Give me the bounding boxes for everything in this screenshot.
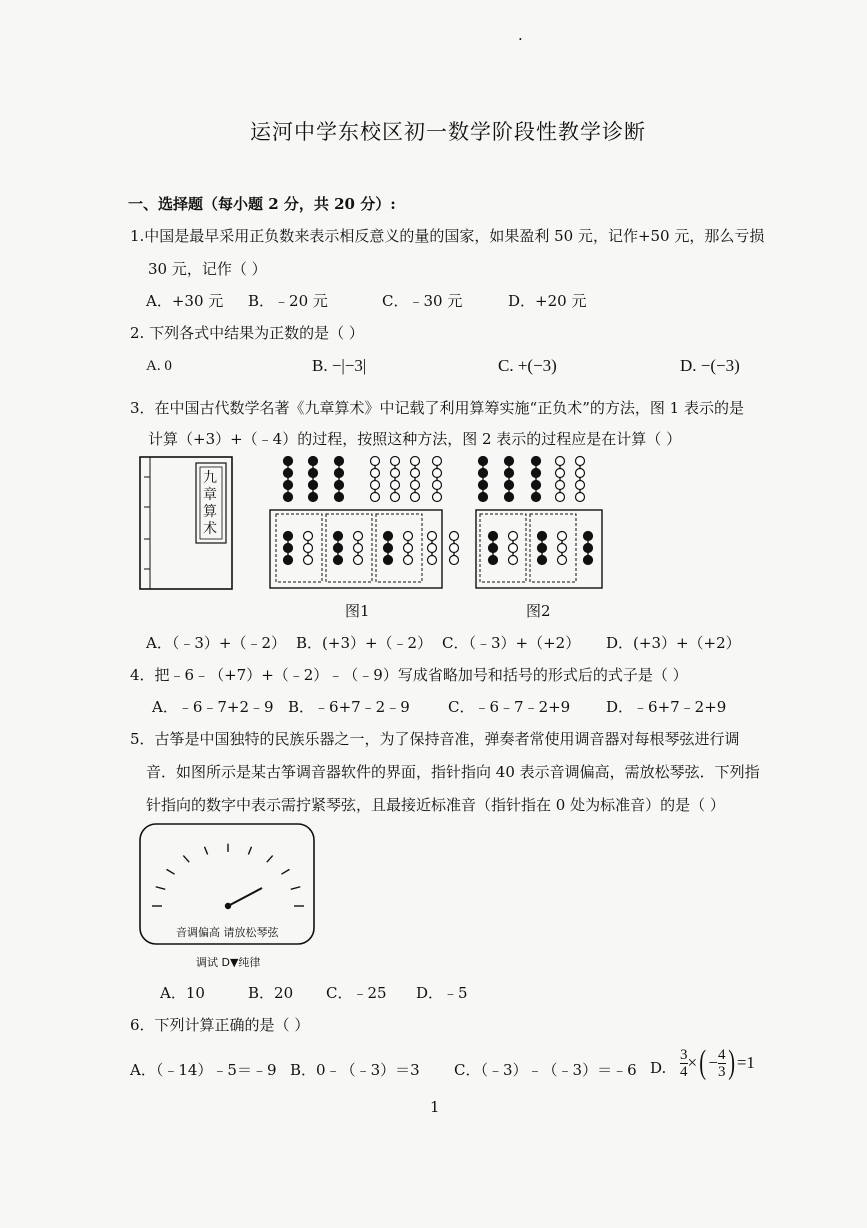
white-rod (411, 457, 420, 502)
denominator: 3 (718, 1063, 726, 1080)
question-3-line2: 计算（+3）+（﹣4）的过程，按照这种方法，图 2 表示的过程应是在计算（ ） (148, 430, 682, 448)
pair-box (376, 514, 422, 582)
page-number: 1 (430, 1098, 440, 1116)
black-rod (479, 457, 488, 502)
option-b[interactable]: B．﹣6+7﹣2﹣9 (288, 698, 410, 716)
white-rod (433, 457, 442, 502)
question-5-line3: 针指向的数字中表示需拧紧琴弦，且最接近标准音（指针指在 0 处为标准音）的是（ ） (146, 796, 725, 814)
tuner-message: 音调偏高 请放松琴弦 (176, 926, 279, 939)
option-c[interactable]: C．（﹣3）+（+2） (442, 634, 581, 652)
dial-pivot (225, 903, 231, 909)
question-6-stem: 6．下列计算正确的是（ ） (130, 1016, 310, 1034)
black-rod (505, 457, 514, 502)
option-a[interactable]: A．10 (160, 984, 205, 1002)
option-b[interactable]: B. −|−3| (312, 356, 367, 375)
question-5-line2: 音．如图所示是某古筝调音器软件的界面，指针指向 40 表示音调偏高，需放松琴弦．下列指 (146, 763, 760, 781)
times-sign: × (687, 1053, 698, 1072)
dial-needle (228, 888, 262, 906)
white-rod (450, 532, 459, 565)
question-1-line1: 1.中国是最早采用正负数来表示相反意义的量的国家，如果盈利 50 元，记作+50 元，那么亏损 (130, 227, 765, 245)
white-rod (509, 532, 518, 565)
option-d[interactable]: D. (650, 1059, 667, 1077)
option-d[interactable]: D. −(−3) (680, 356, 740, 375)
option-c[interactable]: C．﹣25 (326, 984, 387, 1002)
page-title: 运河中学东校区初一数学阶段性教学诊断 (250, 120, 646, 144)
black-rod (489, 532, 498, 565)
dial-tick (167, 869, 175, 874)
pair-box (480, 514, 526, 582)
white-rod (576, 457, 585, 502)
option-d[interactable]: D．﹣6+7﹣2+9 (606, 698, 727, 716)
option-d[interactable]: D．﹣5 (416, 984, 468, 1002)
black-rod (284, 532, 293, 565)
option-c[interactable]: C．（﹣3）﹣（﹣3）＝﹣6 (454, 1061, 637, 1079)
question-3-line1: 3．在中国古代数学名著《九章算术》中记载了利用算筹实施“正负术”的方法，图 1 表示的是 (130, 399, 744, 417)
question-5-line1: 5．古筝是中国独特的民族乐器之一，为了保持音准，弹奏者常使用调音器对每根琴弦进行调 (130, 730, 740, 748)
white-rod (371, 457, 380, 502)
option-b[interactable]: B．20 (248, 984, 294, 1002)
black-rod (284, 457, 293, 502)
black-rod (532, 457, 541, 502)
figure-1-counting-rods (262, 452, 462, 597)
black-rod (584, 532, 593, 565)
option-c[interactable]: C．﹣6﹣7﹣2+9 (448, 698, 571, 716)
dial-tick (291, 887, 301, 890)
black-rod (309, 457, 318, 502)
dial-tick (281, 869, 289, 874)
question-1-line2: 30 元，记作（ ） (148, 260, 267, 278)
white-rod (391, 457, 400, 502)
white-rod (428, 532, 437, 565)
numerator: 3 (680, 1046, 688, 1063)
question-2-stem: 2. 下列各式中结果为正数的是（ ） (130, 324, 364, 342)
black-rod (384, 532, 393, 565)
option-a[interactable]: A. 0 (146, 358, 172, 374)
figure-2-counting-rods (470, 452, 610, 597)
white-rod (304, 532, 313, 565)
dial-tick (267, 856, 273, 863)
pair-box (326, 514, 372, 582)
option-a[interactable]: A．（﹣14）﹣5＝﹣9 (130, 1061, 277, 1079)
black-rod (334, 532, 343, 565)
numerator: 4 (718, 1046, 726, 1063)
section-header: 一、选择题（每小题 2 分，共 20 分）: (128, 195, 396, 213)
fraction-right (718, 1047, 726, 1080)
option-a[interactable]: A．（﹣3）+（﹣2） (146, 634, 286, 652)
option-b[interactable]: B．0﹣（﹣3）＝3 (290, 1061, 420, 1079)
option-c[interactable]: C．﹣30 元 (382, 292, 463, 310)
question-4-stem: 4．把﹣6﹣（+7）+（﹣2）﹣（﹣9）写成省略加号和括号的形式后的式子是（ ） (130, 666, 688, 684)
option-c[interactable]: C. +(−3) (498, 356, 557, 375)
result: =1 (736, 1053, 755, 1072)
top-dot: · (518, 30, 523, 48)
pair-box (276, 514, 322, 582)
figure-1-label: 图1 (345, 602, 370, 620)
fraction-left (680, 1047, 688, 1080)
white-rod (556, 457, 565, 502)
option-d[interactable]: D．(+3）+（+2） (606, 634, 741, 652)
figure-2-label: 图2 (526, 602, 551, 620)
option-b[interactable]: B．﹣20 元 (248, 292, 328, 310)
dial-tick (205, 847, 208, 855)
option-d-expression: $\frac{3}{4}$ × ( − $\frac{4}{3}$ ) =1 (680, 1044, 755, 1081)
tuner-caption: 调试 D▼纯律 (196, 956, 261, 969)
option-b[interactable]: B．(+3）+（﹣2） (296, 634, 433, 652)
book-title: 九章算术 (203, 470, 217, 537)
dial-tick (183, 856, 189, 863)
denominator: 4 (680, 1063, 688, 1080)
option-d[interactable]: D．+20 元 (508, 292, 587, 310)
dial-tick (248, 847, 251, 855)
book-figure (138, 455, 238, 595)
option-a[interactable]: A．+30 元 (146, 292, 224, 310)
white-rod (354, 532, 363, 565)
black-rod (335, 457, 344, 502)
option-a[interactable]: A．﹣6﹣7+2﹣9 (152, 698, 274, 716)
white-rod (558, 532, 567, 565)
dial-tick (156, 887, 166, 890)
black-rod (538, 532, 547, 565)
white-rod (404, 532, 413, 565)
